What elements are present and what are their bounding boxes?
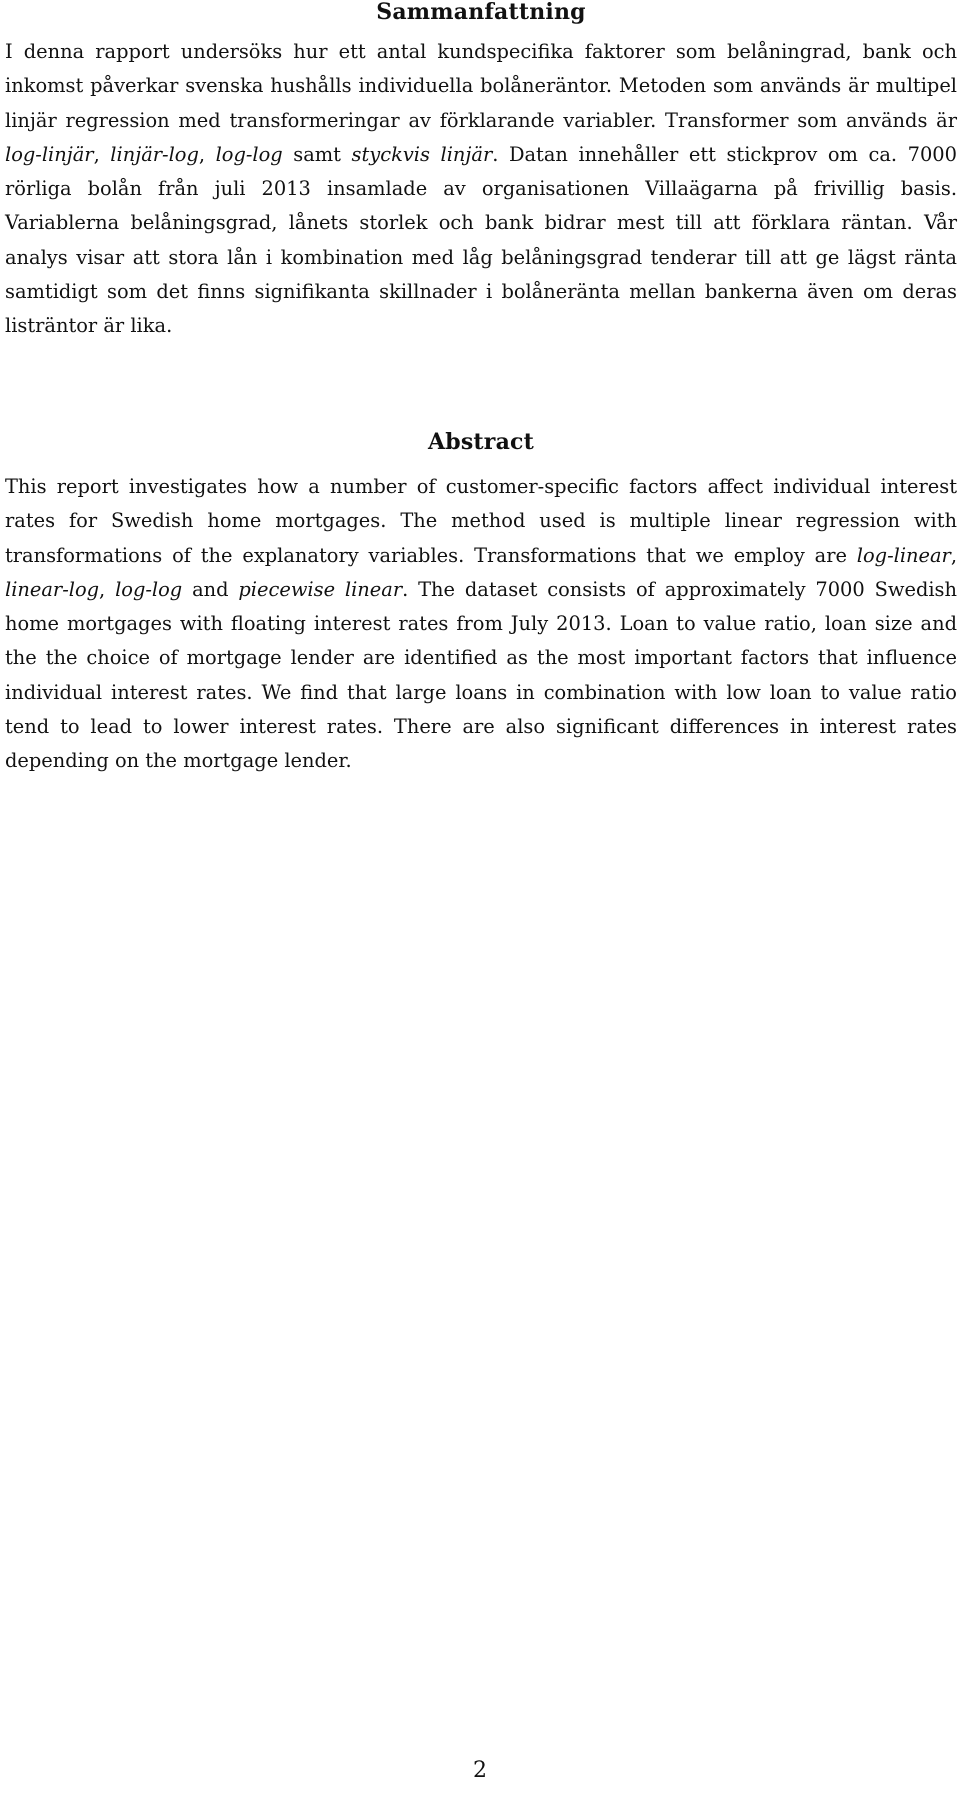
text-segment-italic: log-linear bbox=[856, 543, 951, 567]
text-segment-italic: log-log bbox=[115, 577, 183, 601]
text-segment: samt bbox=[282, 142, 352, 166]
text-segment-italic: linjär-log bbox=[110, 142, 199, 166]
text-segment-italic: styckvis linjär bbox=[351, 142, 493, 166]
sammanfattning-section bbox=[5, 0, 957, 344]
text-segment: I denna rapport undersöks hur ett antal kundspecifika faktorer som belåningrad, bank och inkomst påverkar svenska hushålls individuella bolåneräntor. Metoden som används är multipel linjär regression med transformeringar av förklarande variabler. Transformer som används är bbox=[5, 40, 957, 132]
text-segment: . Datan innehåller ett stickprov om ca. 7000 rörliga bolån från juli 2013 insamlade av organisationen Villaägarna på frivillig basis. Variablerna belåningsgrad, lånets storlek och bank bidrar mest till att förklara räntan. Vår analys visar att stora lån i kombination med låg belåningsgrad tenderar till att ge lägst ränta samtidigt som det finns signifikanta skillnader i bolåneränta mellan bankerna även om deras listräntor är lika. bbox=[5, 142, 957, 338]
text-segment-italic: linear-log bbox=[5, 577, 100, 601]
sammanfattning-paragraph bbox=[5, 35, 957, 344]
text-segment-italic: log-linjär bbox=[5, 142, 94, 166]
abstract-section bbox=[5, 430, 957, 779]
abstract-title: Abstract bbox=[427, 429, 534, 455]
text-segment: , bbox=[950, 543, 957, 567]
text-segment-italic: piecewise linear bbox=[238, 577, 403, 601]
text-segment: , bbox=[99, 577, 116, 601]
text-segment: and bbox=[182, 577, 239, 601]
sammanfattning-title: Sammanfattning bbox=[376, 0, 586, 25]
text-segment: This report investigates how a number of customer-specific factors affect individual interest rates for Swedish home mortgages. The method used is multiple linear regression with transformations of the explanatory variables. Transformations that we employ are bbox=[5, 475, 957, 567]
abstract-paragraph bbox=[5, 470, 957, 779]
text-segment-italic: log-log bbox=[215, 142, 283, 166]
text-segment: , bbox=[93, 142, 111, 166]
text-segment: . The dataset consists of approximately 7000 Swedish home mortgages with floating interest rates from July 2013. Loan to value ratio, loan size and the the choice of mortgage lender are identified as the most important factors that influence individual interest rates. We find that large loans in combination with low loan to value ratio tend to lead to lower interest rates. There are also significant differences in interest rates depending on the mortgage lender. bbox=[5, 577, 957, 773]
page-number: 2 bbox=[473, 1758, 487, 1783]
text-segment: , bbox=[198, 142, 216, 166]
